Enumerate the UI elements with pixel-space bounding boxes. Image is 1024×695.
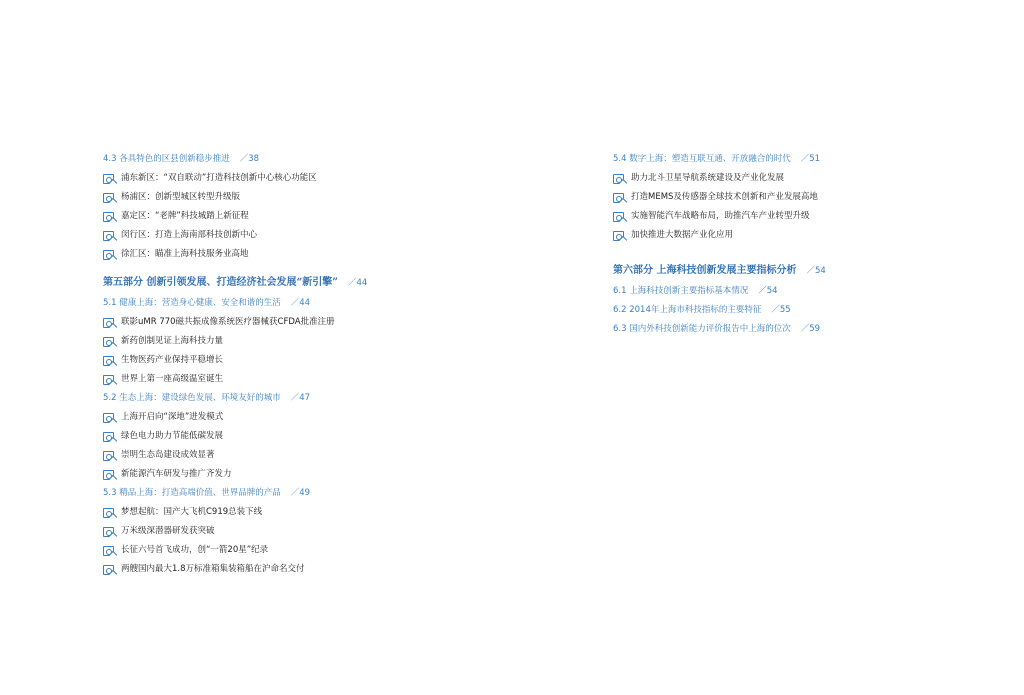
page-number: ／49 <box>290 488 311 498</box>
toc-item[interactable] <box>103 313 523 332</box>
article-icon <box>103 193 114 203</box>
part-title: 第五部分 创新引领发展、打造经济社会发展“新引擎” <box>103 277 338 288</box>
article-icon <box>103 212 114 222</box>
item-label: 杨浦区：创新型城区转型升级版 <box>121 192 241 202</box>
toc-item[interactable] <box>103 351 523 370</box>
article-icon <box>103 508 114 518</box>
toc-item[interactable] <box>103 245 523 264</box>
section-title: 6.1 上海科技创新主要指标基本情况 <box>613 286 749 296</box>
item-label: 新药创制见证上海科技力量 <box>121 336 224 346</box>
toc-item[interactable] <box>613 226 973 245</box>
toc-item[interactable] <box>103 522 523 541</box>
article-icon <box>103 356 114 366</box>
item-label: 万米级深潜器研发获突破 <box>121 526 215 536</box>
article-icon <box>613 231 624 241</box>
toc-item[interactable] <box>103 332 523 351</box>
section-title: 6.3 国内外科技创新能力评价报告中上海的位次 <box>613 324 791 334</box>
item-label: 两艘国内最大1.8万标准箱集装箱船在沪命名交付 <box>121 564 305 574</box>
item-label: 浦东新区：“双自联动”打造科技创新中心核心功能区 <box>121 173 317 183</box>
article-icon <box>103 231 114 241</box>
page-number: ／59 <box>800 324 821 334</box>
toc-section-6-3[interactable] <box>613 320 973 339</box>
item-label: 上海开启向“深地”进发模式 <box>121 412 224 422</box>
page-number: ／51 <box>800 154 821 164</box>
item-label: 长征六号首飞成功，创“一箭20星”纪录 <box>121 545 269 555</box>
article-icon <box>613 174 624 184</box>
toc-item[interactable] <box>613 188 973 207</box>
item-label: 加快推进大数据产业化应用 <box>631 230 734 240</box>
article-icon <box>103 451 114 461</box>
item-label: 梦想起航：国产大飞机C919总装下线 <box>121 507 263 517</box>
toc-right-column <box>613 150 973 339</box>
article-icon <box>103 565 114 575</box>
article-icon <box>103 318 114 328</box>
toc-item[interactable] <box>103 560 523 579</box>
page-number: ／47 <box>290 393 311 403</box>
section-title: 5.1 健康上海：营造身心健康、安全和谐的生活 <box>103 298 281 308</box>
article-icon <box>613 193 624 203</box>
article-icon <box>103 527 114 537</box>
toc-section-5-3[interactable] <box>103 484 523 503</box>
page-number: ／38 <box>239 154 260 164</box>
toc-left-column <box>103 150 523 579</box>
item-label: 徐汇区：瞄准上海科技服务业高地 <box>121 249 249 259</box>
toc-section-5-4[interactable] <box>613 150 973 169</box>
section-title: 5.4 数字上海：塑造互联互通、开放融合的时代 <box>613 154 791 164</box>
article-icon <box>103 337 114 347</box>
item-label: 新能源汽车研发与推广齐发力 <box>121 469 232 479</box>
toc-part-5[interactable] <box>103 272 523 294</box>
article-icon <box>103 174 114 184</box>
toc-part-6[interactable] <box>613 260 973 282</box>
page-number: ／54 <box>806 266 826 276</box>
page-number: ／54 <box>758 286 778 296</box>
toc-item[interactable] <box>103 427 523 446</box>
toc-section-5-1[interactable] <box>103 294 523 313</box>
toc-item[interactable] <box>103 541 523 560</box>
item-label: 嘉定区：“老牌”科技城踏上新征程 <box>121 211 249 221</box>
toc-item[interactable] <box>103 503 523 522</box>
item-label: 生物医药产业保持平稳增长 <box>121 355 224 365</box>
toc-section-6-2[interactable] <box>613 301 973 320</box>
toc-item[interactable] <box>103 465 523 484</box>
toc-item[interactable] <box>613 207 973 226</box>
page-number: ／44 <box>290 298 311 308</box>
item-label: 实施智能汽车战略布局，助推汽车产业转型升级 <box>631 211 810 221</box>
article-icon <box>103 250 114 260</box>
article-icon <box>103 546 114 556</box>
article-icon <box>103 375 114 385</box>
toc-item[interactable] <box>613 169 973 188</box>
item-label: 打造MEMS及传感器全球技术创新和产业发展高地 <box>631 192 818 202</box>
toc-item[interactable] <box>103 408 523 427</box>
article-icon <box>103 413 114 423</box>
toc-item[interactable] <box>103 169 523 188</box>
article-icon <box>103 470 114 480</box>
toc-item[interactable] <box>103 446 523 465</box>
toc-item[interactable] <box>103 226 523 245</box>
item-label: 联影uMR 770磁共振成像系统医疗器械获CFDA批准注册 <box>121 317 335 327</box>
part-title: 第六部分 上海科技创新发展主要指标分析 <box>613 265 797 276</box>
item-label: 绿色电力助力节能低碳发展 <box>121 431 224 441</box>
article-icon <box>103 432 114 442</box>
toc-section-6-1[interactable] <box>613 282 973 301</box>
toc-item[interactable] <box>103 207 523 226</box>
toc-item[interactable] <box>103 188 523 207</box>
item-label: 世界上第一座高级温室诞生 <box>121 374 224 384</box>
page-number: ／44 <box>348 278 368 288</box>
toc-section-4-3[interactable] <box>103 150 523 169</box>
item-label: 闵行区：打造上海南部科技创新中心 <box>121 230 258 240</box>
page-number: ／55 <box>771 305 791 315</box>
item-label: 助力北斗卫星导航系统建设及产业化发展 <box>631 173 785 183</box>
section-title: 5.3 精品上海：打造高端价值、世界品牌的产品 <box>103 488 281 498</box>
toc-section-5-2[interactable] <box>103 389 523 408</box>
section-title: 4.3 各具特色的区县创新稳步推进 <box>103 154 230 164</box>
article-icon <box>613 212 624 222</box>
item-label: 崇明生态岛建设成效显著 <box>121 450 215 460</box>
section-title: 6.2 2014年上海市科技指标的主要特征 <box>613 305 762 315</box>
section-title: 5.2 生态上海：建设绿色发展、环境友好的城市 <box>103 393 281 403</box>
toc-item[interactable] <box>103 370 523 389</box>
